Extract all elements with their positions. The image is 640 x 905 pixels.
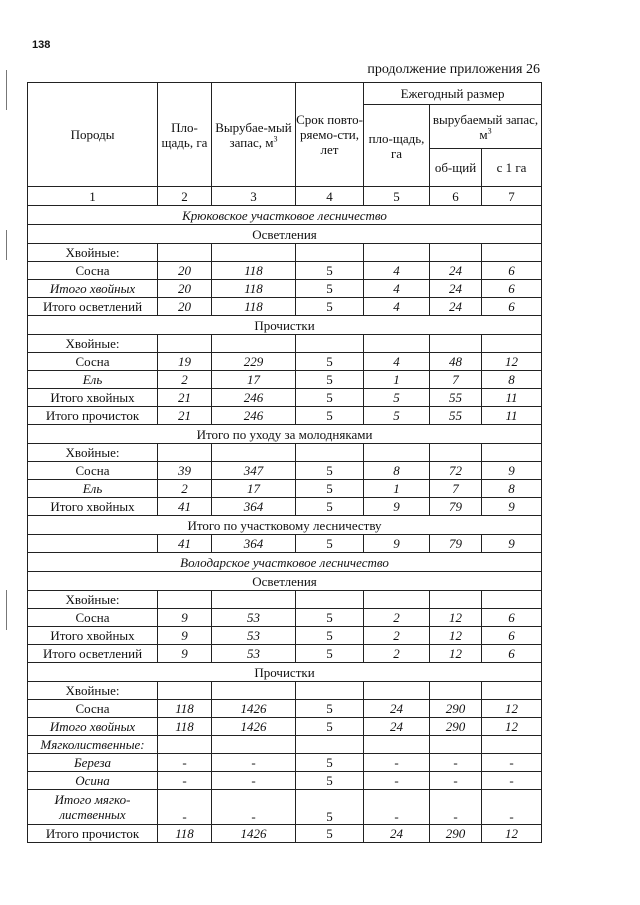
value-cell: -	[212, 754, 296, 772]
value-cell: 5	[296, 700, 364, 718]
value-cell: 8	[482, 480, 542, 498]
species-label: Хвойные:	[28, 335, 158, 353]
value-cell: 12	[430, 609, 482, 627]
value-cell	[430, 591, 482, 609]
value-cell: 21	[158, 389, 212, 407]
value-cell	[430, 682, 482, 700]
value-cell: 290	[430, 700, 482, 718]
header-annual-total: об-щий	[430, 149, 482, 187]
value-cell: 5	[364, 389, 430, 407]
continuation-caption: продолжение приложения 26	[367, 62, 540, 77]
column-index: 5	[364, 187, 430, 206]
value-cell: 5	[296, 462, 364, 480]
table-row	[28, 772, 542, 790]
value-cell: 9	[482, 462, 542, 480]
value-cell: 118	[158, 700, 212, 718]
value-cell: 55	[430, 407, 482, 425]
table-row	[28, 498, 542, 516]
value-cell: 9	[158, 645, 212, 663]
header-stock-text: Вырубае-мый запас, м	[215, 119, 292, 150]
value-cell	[212, 591, 296, 609]
value-cell: 9	[482, 535, 542, 553]
species-label: Береза	[28, 754, 158, 772]
table-row	[28, 280, 542, 298]
value-cell: 53	[212, 645, 296, 663]
value-cell: 20	[158, 262, 212, 280]
value-cell: 4	[364, 353, 430, 371]
value-cell: 6	[482, 627, 542, 645]
value-cell: 290	[430, 718, 482, 736]
species-label: Хвойные:	[28, 244, 158, 262]
species-label: Итого прочисток	[28, 407, 158, 425]
value-cell: 1426	[212, 718, 296, 736]
species-label: Хвойные:	[28, 444, 158, 462]
value-cell: 6	[482, 262, 542, 280]
section-title: Прочистки	[28, 316, 542, 335]
species-label: Сосна	[28, 609, 158, 627]
value-cell: 5	[296, 790, 364, 825]
value-cell: -	[212, 790, 296, 825]
value-cell: 48	[430, 353, 482, 371]
section-row	[28, 206, 542, 225]
value-cell	[482, 682, 542, 700]
value-cell: -	[430, 772, 482, 790]
section-title: Володарское участковое лесничество	[28, 553, 542, 572]
value-cell: 246	[212, 407, 296, 425]
column-index: 1	[28, 187, 158, 206]
section-row	[28, 663, 542, 682]
table-row	[28, 535, 542, 553]
value-cell: 2	[158, 371, 212, 389]
value-cell	[482, 736, 542, 754]
value-cell	[482, 244, 542, 262]
table-row	[28, 627, 542, 645]
value-cell	[364, 444, 430, 462]
value-cell: 8	[482, 371, 542, 389]
value-cell: 118	[212, 298, 296, 316]
value-cell: 6	[482, 280, 542, 298]
value-cell: 11	[482, 407, 542, 425]
value-cell: 6	[482, 298, 542, 316]
value-cell: 5	[296, 389, 364, 407]
value-cell	[158, 591, 212, 609]
species-label: Сосна	[28, 700, 158, 718]
value-cell	[296, 591, 364, 609]
section-title: Осветления	[28, 572, 542, 591]
value-cell	[430, 736, 482, 754]
value-cell: 5	[296, 535, 364, 553]
table-row	[28, 645, 542, 663]
table-row	[28, 389, 542, 407]
value-cell	[364, 244, 430, 262]
value-cell	[158, 736, 212, 754]
section-title: Крюковское участковое лесничество	[28, 206, 542, 225]
value-cell: 364	[212, 535, 296, 553]
column-index: 2	[158, 187, 212, 206]
value-cell: 364	[212, 498, 296, 516]
species-label: Итого мягко-лиственных	[28, 790, 158, 825]
value-cell: 24	[430, 262, 482, 280]
value-cell: 17	[212, 480, 296, 498]
value-cell: 12	[482, 700, 542, 718]
value-cell: 55	[430, 389, 482, 407]
value-cell: 7	[430, 480, 482, 498]
value-cell: 12	[430, 645, 482, 663]
value-cell: 118	[158, 825, 212, 843]
section-row	[28, 553, 542, 572]
value-cell: 5	[296, 754, 364, 772]
value-cell: 12	[482, 353, 542, 371]
value-cell	[158, 444, 212, 462]
value-cell: -	[364, 790, 430, 825]
value-cell: 347	[212, 462, 296, 480]
value-cell	[296, 682, 364, 700]
species-label: Итого хвойных	[28, 280, 158, 298]
column-index: 6	[430, 187, 482, 206]
value-cell: 1	[364, 371, 430, 389]
species-label: Итого прочисток	[28, 825, 158, 843]
value-cell: 39	[158, 462, 212, 480]
value-cell: 9	[364, 498, 430, 516]
value-cell: 2	[364, 627, 430, 645]
value-cell: 118	[212, 262, 296, 280]
value-cell: 11	[482, 389, 542, 407]
value-cell: 79	[430, 498, 482, 516]
value-cell: 5	[296, 480, 364, 498]
header-stock-sup: 3	[273, 134, 278, 144]
value-cell: 53	[212, 627, 296, 645]
header-annual-stock	[430, 105, 542, 149]
table-row	[28, 371, 542, 389]
table-row	[28, 790, 542, 825]
value-cell	[364, 736, 430, 754]
value-cell: 290	[430, 825, 482, 843]
value-cell: 24	[430, 280, 482, 298]
header-area: Пло-щадь, га	[158, 83, 212, 187]
value-cell	[212, 736, 296, 754]
value-cell: 41	[158, 535, 212, 553]
table-row	[28, 262, 542, 280]
species-label: Мягколиственные:	[28, 736, 158, 754]
value-cell: 8	[364, 462, 430, 480]
header-annual-stock-sup: 3	[487, 126, 492, 136]
value-cell: 2	[158, 480, 212, 498]
column-index-row	[28, 187, 542, 206]
section-row	[28, 516, 542, 535]
value-cell: 4	[364, 298, 430, 316]
species-label: Итого осветлений	[28, 298, 158, 316]
value-cell	[212, 244, 296, 262]
header-annual-per-ha: с 1 га	[482, 149, 542, 187]
value-cell: 41	[158, 498, 212, 516]
table-body	[28, 206, 542, 843]
value-cell: -	[430, 754, 482, 772]
value-cell: -	[482, 754, 542, 772]
species-label	[28, 535, 158, 553]
table-row	[28, 244, 542, 262]
value-cell	[364, 682, 430, 700]
value-cell: 5	[296, 262, 364, 280]
value-cell	[158, 244, 212, 262]
value-cell	[296, 736, 364, 754]
table-row	[28, 736, 542, 754]
value-cell	[212, 335, 296, 353]
table-row	[28, 462, 542, 480]
column-index: 7	[482, 187, 542, 206]
value-cell: 9	[158, 627, 212, 645]
value-cell	[430, 335, 482, 353]
table-row	[28, 298, 542, 316]
value-cell	[212, 682, 296, 700]
value-cell: -	[482, 790, 542, 825]
value-cell: -	[364, 772, 430, 790]
value-cell	[364, 335, 430, 353]
value-cell: 24	[364, 700, 430, 718]
value-cell: 5	[296, 298, 364, 316]
value-cell: 6	[482, 645, 542, 663]
header-species: Породы	[28, 83, 158, 187]
value-cell: 9	[158, 609, 212, 627]
value-cell: 4	[364, 280, 430, 298]
value-cell: 5	[296, 407, 364, 425]
value-cell	[296, 335, 364, 353]
value-cell: 12	[482, 825, 542, 843]
value-cell: 1	[364, 480, 430, 498]
margin-mark	[6, 230, 7, 260]
species-label: Осина	[28, 772, 158, 790]
value-cell: 79	[430, 535, 482, 553]
section-title: Прочистки	[28, 663, 542, 682]
species-label: Итого хвойных	[28, 389, 158, 407]
header-annual: Ежегодный размер	[364, 83, 542, 105]
value-cell	[364, 591, 430, 609]
column-index: 4	[296, 187, 364, 206]
value-cell: 17	[212, 371, 296, 389]
table-header	[28, 83, 542, 206]
table-row	[28, 480, 542, 498]
table-row	[28, 353, 542, 371]
page-number: 138	[32, 39, 51, 51]
value-cell: 19	[158, 353, 212, 371]
value-cell	[430, 244, 482, 262]
value-cell: 5	[364, 407, 430, 425]
value-cell: 7	[430, 371, 482, 389]
value-cell	[482, 335, 542, 353]
value-cell: 20	[158, 280, 212, 298]
table-row	[28, 682, 542, 700]
species-label: Сосна	[28, 462, 158, 480]
section-row	[28, 316, 542, 335]
value-cell: 5	[296, 371, 364, 389]
value-cell: 9	[364, 535, 430, 553]
value-cell: 5	[296, 718, 364, 736]
value-cell: 5	[296, 609, 364, 627]
table-row	[28, 335, 542, 353]
section-row	[28, 225, 542, 244]
species-label: Итого хвойных	[28, 498, 158, 516]
value-cell: 1426	[212, 700, 296, 718]
value-cell	[482, 591, 542, 609]
value-cell	[482, 444, 542, 462]
species-label: Сосна	[28, 262, 158, 280]
section-row	[28, 425, 542, 444]
value-cell: 1426	[212, 825, 296, 843]
section-title: Итого по участковому лесничеству	[28, 516, 542, 535]
header-annual-area: пло-щадь, га	[364, 105, 430, 187]
value-cell: 24	[364, 825, 430, 843]
value-cell	[158, 682, 212, 700]
section-title: Осветления	[28, 225, 542, 244]
species-label: Итого хвойных	[28, 627, 158, 645]
value-cell	[296, 444, 364, 462]
value-cell: 246	[212, 389, 296, 407]
table-row	[28, 825, 542, 843]
value-cell: 5	[296, 772, 364, 790]
species-label: Хвойные:	[28, 591, 158, 609]
value-cell: -	[212, 772, 296, 790]
table-row	[28, 407, 542, 425]
cutting-table	[27, 82, 542, 843]
header-period: Срок повто-ряемо-сти, лет	[296, 83, 364, 187]
value-cell: 5	[296, 353, 364, 371]
value-cell: 53	[212, 609, 296, 627]
value-cell: 24	[430, 298, 482, 316]
species-label: Итого осветлений	[28, 645, 158, 663]
species-label: Ель	[28, 371, 158, 389]
value-cell: 118	[158, 718, 212, 736]
value-cell: 12	[482, 718, 542, 736]
section-row	[28, 572, 542, 591]
value-cell: 229	[212, 353, 296, 371]
margin-mark	[6, 590, 7, 630]
section-title: Итого по уходу за молодняками	[28, 425, 542, 444]
species-label: Сосна	[28, 353, 158, 371]
species-label: Хвойные:	[28, 682, 158, 700]
value-cell: 21	[158, 407, 212, 425]
table-row	[28, 591, 542, 609]
value-cell	[430, 444, 482, 462]
value-cell: 72	[430, 462, 482, 480]
value-cell	[212, 444, 296, 462]
table-row	[28, 700, 542, 718]
value-cell: -	[158, 754, 212, 772]
value-cell: 20	[158, 298, 212, 316]
value-cell: 6	[482, 609, 542, 627]
value-cell: -	[158, 790, 212, 825]
value-cell	[158, 335, 212, 353]
value-cell: 5	[296, 645, 364, 663]
margin-mark	[6, 70, 7, 110]
table-row	[28, 718, 542, 736]
value-cell: -	[430, 790, 482, 825]
value-cell: 4	[364, 262, 430, 280]
table-row	[28, 444, 542, 462]
value-cell: 12	[430, 627, 482, 645]
value-cell: 5	[296, 498, 364, 516]
value-cell: 5	[296, 825, 364, 843]
table-row	[28, 754, 542, 772]
value-cell: -	[364, 754, 430, 772]
header-annual-stock-text: вырубаемый запас, м	[432, 111, 539, 142]
value-cell: 2	[364, 645, 430, 663]
table-row	[28, 609, 542, 627]
value-cell: 5	[296, 627, 364, 645]
value-cell: -	[158, 772, 212, 790]
header-stock	[212, 83, 296, 187]
value-cell: 5	[296, 280, 364, 298]
value-cell: 2	[364, 609, 430, 627]
column-index: 3	[212, 187, 296, 206]
value-cell: -	[482, 772, 542, 790]
value-cell	[296, 244, 364, 262]
value-cell: 24	[364, 718, 430, 736]
value-cell: 118	[212, 280, 296, 298]
value-cell: 9	[482, 498, 542, 516]
species-label: Итого хвойных	[28, 718, 158, 736]
species-label: Ель	[28, 480, 158, 498]
